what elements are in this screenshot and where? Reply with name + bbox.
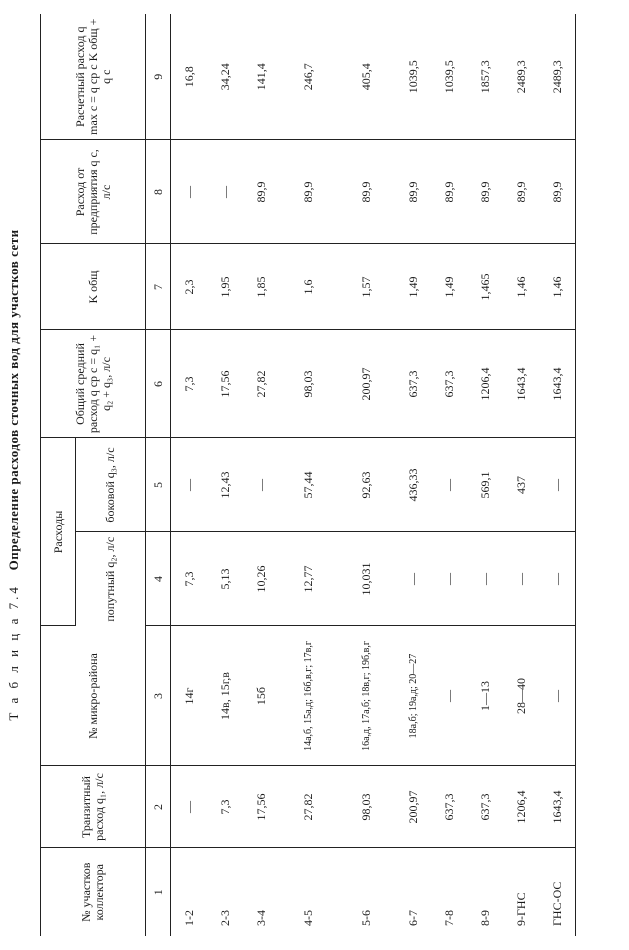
cell-calc: 34,24 (207, 14, 243, 140)
cell-avg: 1643,4 (503, 330, 539, 438)
cell-side: 436,33 (395, 438, 431, 532)
cell-transit: 98,03 (337, 766, 395, 848)
header-side: боковой q₃, л/с (76, 438, 146, 532)
cell-transit: 1206,4 (503, 766, 539, 848)
cell-enterprise: — (207, 140, 243, 244)
header-avg: Общий средний расход q ср с = q₁ + q₂ + q₃, л/с (41, 330, 146, 438)
cell-k: 1,57 (337, 244, 395, 330)
cell-side: — (171, 438, 208, 532)
cell-avg: 98,03 (279, 330, 337, 438)
table-row (337, 14, 395, 936)
header-k: K общ (41, 244, 146, 330)
caption-label: Т а б л и ц а 7.4 (6, 584, 21, 721)
cell-calc: 16,8 (171, 14, 208, 140)
cell-transit: 7,3 (207, 766, 243, 848)
cell-calc: 1857,3 (467, 14, 503, 140)
col-number: 4 (146, 532, 171, 626)
header-transit: Транзитный расход q₁, л/с (41, 766, 146, 848)
table-row (243, 14, 279, 936)
table-row (431, 14, 467, 936)
cell-pop: — (467, 532, 503, 626)
col-number: 5 (146, 438, 171, 532)
col-number: 1 (146, 848, 171, 936)
cell-section: 5-6 (358, 910, 373, 926)
header-district: № микро-района (41, 626, 146, 766)
cell-side: 12,43 (207, 438, 243, 532)
cell-side: 437 (503, 438, 539, 532)
cell-pop: 12,77 (279, 532, 337, 626)
cell-transit: 637,3 (431, 766, 467, 848)
cell-district: 28—40 (503, 626, 539, 766)
table-row (467, 14, 503, 936)
cell-k: 1,46 (539, 244, 576, 330)
cell-district: — (431, 626, 467, 766)
header-enterprise: Расход от предприятия q с, л/с (41, 140, 146, 244)
cell-k: 1,46 (503, 244, 539, 330)
cell-avg: 1643,4 (539, 330, 576, 438)
cell-k: 1,465 (467, 244, 503, 330)
cell-avg: 27,82 (243, 330, 279, 438)
cell-section: 2-3 (217, 910, 232, 926)
cell-k: 2,3 (171, 244, 208, 330)
cell-avg: 1206,4 (467, 330, 503, 438)
cell-district: 15б (243, 626, 279, 766)
cell-calc: 246,7 (279, 14, 337, 140)
cell-enterprise: 89,9 (395, 140, 431, 244)
cell-calc: 1039,5 (395, 14, 431, 140)
cell-k: 1,49 (431, 244, 467, 330)
cell-enterprise: 89,9 (243, 140, 279, 244)
cell-avg: 637,3 (395, 330, 431, 438)
cell-avg: 200,97 (337, 330, 395, 438)
cell-k: 1,49 (395, 244, 431, 330)
header-pop: попутный q₂, л/с (76, 532, 146, 626)
cell-section: ГНС-ОС (539, 848, 576, 936)
cell-enterprise: 89,9 (279, 140, 337, 244)
cell-side: — (431, 438, 467, 532)
cell-calc: 405,4 (337, 14, 395, 140)
cell-k: 1,6 (279, 244, 337, 330)
col-number: 6 (146, 330, 171, 438)
cell-transit: — (171, 766, 208, 848)
cell-district: 1—13 (467, 626, 503, 766)
col-number: 9 (146, 14, 171, 140)
col-number: 3 (146, 626, 171, 766)
table-row (279, 14, 337, 936)
cell-transit: 200,97 (395, 766, 431, 848)
cell-district: 16а,д, 17а,б; 18в,г; 19б,в,г (337, 626, 395, 766)
cell-section: 8-9 (477, 910, 492, 926)
caption-title: Определение расходов сточных вод для участков сети (6, 229, 21, 571)
col-number: 7 (146, 244, 171, 330)
col-number: 8 (146, 140, 171, 244)
table-row (207, 14, 243, 936)
cell-side: — (243, 438, 279, 532)
cell-enterprise: 89,9 (431, 140, 467, 244)
table-row (503, 14, 539, 936)
table-body (171, 14, 576, 936)
cell-pop: — (539, 532, 576, 626)
cell-pop: 7,3 (171, 532, 208, 626)
cell-district: — (539, 626, 576, 766)
cell-enterprise: 89,9 (337, 140, 395, 244)
cell-transit: 637,3 (467, 766, 503, 848)
table-caption (6, 0, 36, 950)
cell-district: 14а,б, 15а,д; 16б,в,г; 17в,г (279, 626, 337, 766)
cell-district: 14г (171, 626, 208, 766)
cell-calc: 2489,3 (503, 14, 539, 140)
header-calc: Расчетный расход q max c = q ср с K общ + q с (41, 14, 146, 140)
table-row (395, 14, 431, 936)
cell-pop: — (431, 532, 467, 626)
wastewater-table (40, 14, 576, 936)
cell-side: 569,1 (467, 438, 503, 532)
cell-enterprise: 89,9 (503, 140, 539, 244)
cell-side: 57,44 (279, 438, 337, 532)
cell-district: 14в, 15г,в (207, 626, 243, 766)
cell-side: — (539, 438, 576, 532)
cell-pop: 5,13 (207, 532, 243, 626)
cell-transit: 17,56 (243, 766, 279, 848)
cell-avg: 637,3 (431, 330, 467, 438)
header-group-flows: Расходы (41, 438, 76, 626)
cell-section: 9-ГНС (513, 892, 528, 926)
cell-section: 4-5 (300, 910, 315, 926)
cell-section: 7-8 (441, 910, 456, 926)
cell-pop: 10,031 (337, 532, 395, 626)
cell-calc: 1039,5 (431, 14, 467, 140)
cell-calc: 141,4 (243, 14, 279, 140)
cell-side: 92,63 (337, 438, 395, 532)
table-row (171, 14, 208, 936)
col-number: 2 (146, 766, 171, 848)
table-row (539, 14, 576, 936)
cell-calc: 2489,3 (539, 14, 576, 140)
cell-k: 1,85 (243, 244, 279, 330)
cell-enterprise: 89,9 (467, 140, 503, 244)
header-section: № участков коллектора (41, 848, 146, 936)
cell-pop: — (503, 532, 539, 626)
cell-avg: 17,56 (207, 330, 243, 438)
cell-section: 3-4 (253, 910, 268, 926)
cell-transit: 1643,4 (539, 766, 576, 848)
cell-pop: 10,26 (243, 532, 279, 626)
cell-section: 1-2 (181, 910, 196, 926)
cell-pop: — (395, 532, 431, 626)
cell-enterprise: 89,9 (539, 140, 576, 244)
cell-section: 6-7 (405, 910, 420, 926)
cell-enterprise: — (171, 140, 208, 244)
cell-transit: 27,82 (279, 766, 337, 848)
cell-avg: 7,3 (171, 330, 208, 438)
cell-k: 1,95 (207, 244, 243, 330)
cell-district: 18а,б; 19а,д; 20—27 (395, 626, 431, 766)
